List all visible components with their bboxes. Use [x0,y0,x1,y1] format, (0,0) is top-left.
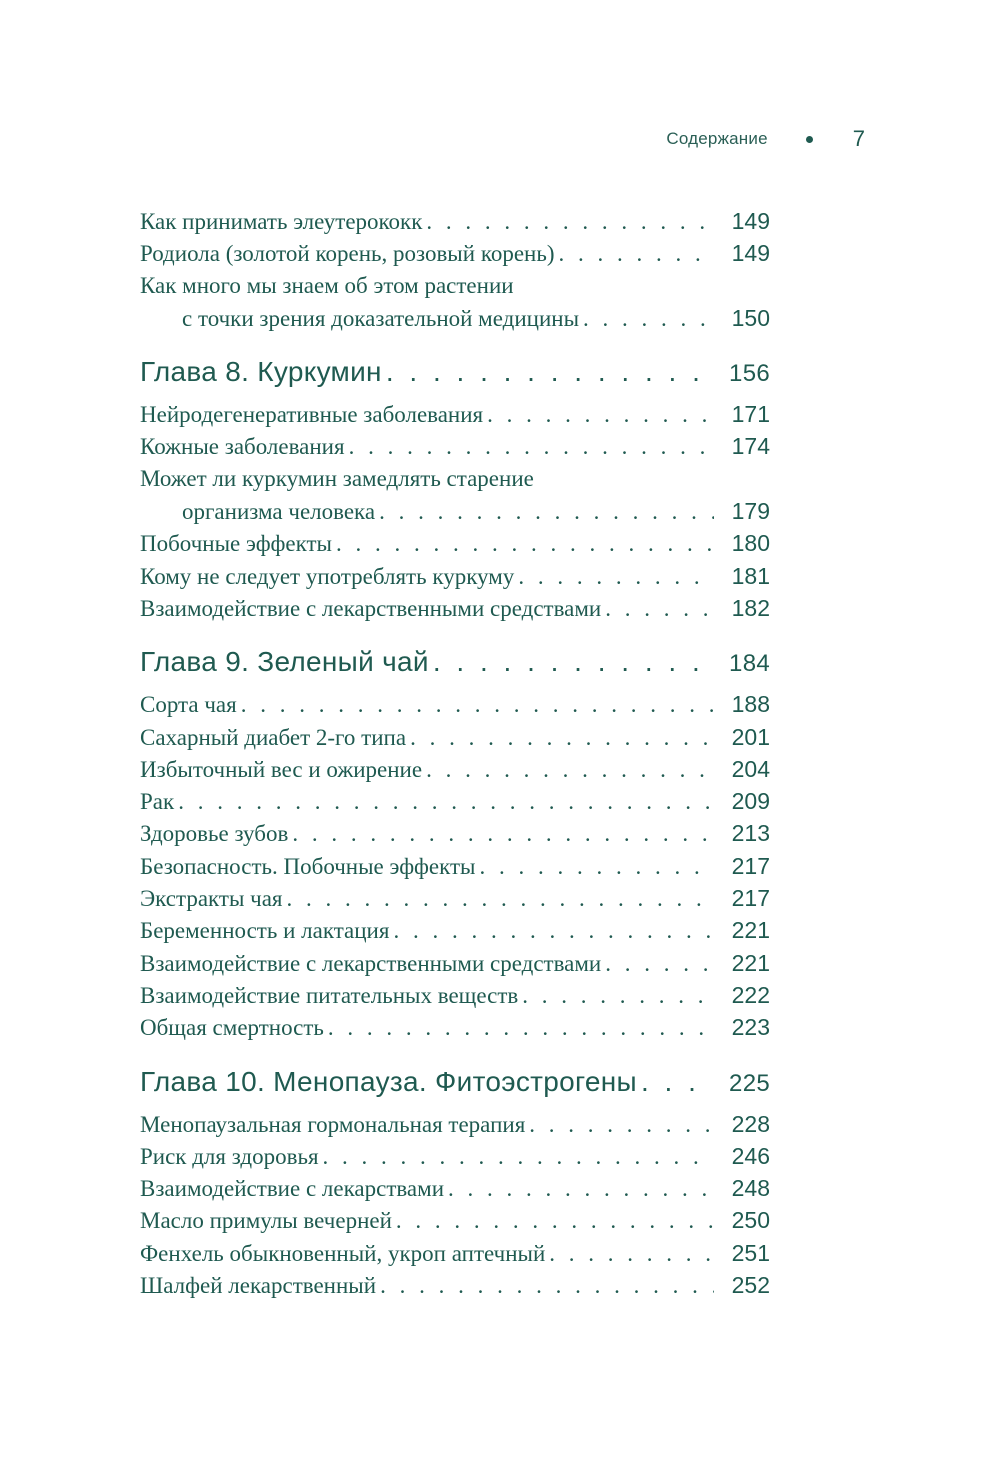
toc-entry-title: организма человека [182,499,376,525]
chapter-title: Глава 8. Куркумин [140,356,382,388]
toc-entry-page: 217 [731,885,770,912]
running-header [666,126,865,152]
toc-entry[interactable] [140,237,770,269]
toc-entry-title: Беременность и лактация [140,918,390,944]
dot-leader [410,722,714,754]
toc-entry-title: Рак [140,789,175,815]
dot-leader [336,528,714,560]
toc-entry-page: 201 [731,723,770,750]
toc-entry-title: Общая смертность [140,1015,324,1041]
toc-entry-title: Взаимодействие с лекарственными средствами [140,950,602,976]
toc-entry[interactable] [140,688,770,720]
dot-leader [433,644,714,680]
toc-entry-page: 250 [731,1207,770,1234]
toc-entry[interactable] [140,1204,770,1236]
page-number: 7 [852,126,865,151]
toc-entry-title: Сорта чая [140,692,237,718]
dot-leader [559,238,715,270]
toc-entry[interactable] [140,527,770,559]
dot-leader [178,786,714,818]
toc-entry-page: 251 [731,1239,770,1266]
toc-entry-page: 221 [731,949,770,976]
toc-entry-title: Фенхель обыкновенный, укроп аптечный [140,1240,546,1266]
chapter-title: Глава 10. Менопауза. Фитоэстрогены [140,1065,637,1097]
chapter-heading[interactable] [140,1064,770,1100]
chapter-heading[interactable] [140,644,770,680]
dot-leader [379,496,714,528]
toc-entry[interactable] [140,205,770,237]
dot-leader [529,1109,714,1141]
dot-leader [292,818,714,850]
dot-leader [426,754,714,786]
toc-entry-title: Как принимать элеутерококк [140,209,423,234]
chapter-page: 225 [729,1069,770,1097]
dot-leader [448,1173,714,1205]
toc-entry[interactable] [140,850,770,882]
toc-entry-page: 217 [731,852,770,879]
toc-entry-title: Кожные заболевания [140,434,345,460]
toc-entry[interactable] [140,1140,770,1172]
dot-leader [393,915,714,947]
toc-entry[interactable] [140,753,770,785]
toc-entry-continuation[interactable] [182,495,770,527]
dot-leader [487,399,714,431]
toc-entry-page: 174 [731,433,770,460]
toc-entry[interactable] [140,914,770,946]
toc-entry-title: с точки зрения доказательной медицины [182,305,580,331]
toc-entry-page: 246 [731,1142,770,1169]
toc-entry-page: 223 [731,1014,770,1041]
dot-leader [380,1270,714,1302]
toc-entry-title: Нейродегенеративные заболевания [140,402,484,428]
toc-entry-page: 209 [731,788,770,815]
toc-entry[interactable] [140,1011,770,1043]
toc-entry-page: 221 [731,917,770,944]
dot-leader [287,883,714,915]
header-title: Содержание [666,129,768,148]
toc-entry-page: 248 [731,1175,770,1202]
toc-entry-page: 182 [731,594,770,621]
dot-leader [328,1012,714,1044]
toc-entry-title: Шалфей лекарственный [140,1273,377,1299]
toc-entry-title: Риск для здоровья [140,1143,319,1169]
toc-entry-page: 180 [731,530,770,557]
dot-leader [349,431,714,463]
dot-leader [641,1064,714,1100]
toc-entry-title: Менопаузальная гормональная терапия [140,1111,526,1137]
dot-leader [549,1238,714,1270]
dot-leader [583,303,714,335]
toc-entry-page: 188 [731,691,770,718]
toc-entry[interactable] [140,882,770,914]
toc-entry-title: Как много мы знаем об этом растении [140,272,514,298]
toc-entry-title: Масло примулы вечерней [140,1208,392,1234]
chapter-title: Глава 9. Зеленый чай [140,646,429,678]
dot-leader [396,1205,714,1237]
toc-entry[interactable] [140,785,770,817]
toc-entry-title: Экстракты чая [140,886,283,912]
toc-entry-title: Кому не следует употреблять куркуму [140,563,515,589]
chapter-page: 156 [729,360,770,388]
toc-entry-title: Взаимодействие с лекарствами [140,1176,445,1202]
toc-entry-title: Может ли куркумин замедлять старение [140,465,534,491]
table-of-contents [140,205,770,1301]
toc-entry[interactable] [140,1108,770,1140]
toc-entry-title: Безопасность. Побочные эффекты [140,853,476,879]
dot-leader [323,1141,714,1173]
toc-entry-title: Побочные эффекты [140,531,332,557]
dot-leader [386,354,714,390]
toc-entry-title: Родиола (золотой корень, розовый корень) [140,241,555,267]
toc-entry[interactable] [140,817,770,849]
toc-entry[interactable] [140,398,770,430]
toc-entry-page: 179 [731,498,770,525]
toc-entry-title: Избыточный вес и ожирение [140,756,423,782]
toc-entry-title: Сахарный диабет 2-го типа [140,724,407,750]
toc-entry-page: 150 [731,304,770,331]
toc-entry-continuation[interactable] [182,302,770,334]
toc-entry-page: 204 [731,755,770,782]
toc-entry-page: 228 [731,1110,770,1137]
toc-entry-title: Взаимодействие с лекарственными средствами [140,595,602,621]
toc-entry[interactable] [140,270,770,302]
toc-entry-page: 181 [731,562,770,589]
toc-entry-page: 149 [731,240,770,267]
toc-entry-title: Здоровье зубов [140,821,289,847]
toc-entry-page: 222 [731,981,770,1008]
dot-leader [518,561,714,593]
chapter-heading[interactable] [140,354,770,390]
dot-leader [426,206,714,238]
toc-entry[interactable] [140,430,770,462]
toc-entry[interactable] [140,721,770,753]
dot-leader [605,593,714,625]
toc-entry-page: 252 [731,1272,770,1299]
toc-entry[interactable] [140,1237,770,1269]
toc-entry-page: 171 [731,401,770,428]
toc-entry-page: 213 [731,820,770,847]
toc-entry-page: 149 [731,208,770,234]
header-bullet-icon [806,136,813,143]
chapter-page: 184 [729,650,770,678]
toc-entry[interactable] [140,1172,770,1204]
toc-entry[interactable] [140,463,770,495]
toc-entry[interactable] [140,1269,770,1301]
toc-entry[interactable] [140,979,770,1011]
dot-leader [241,689,714,721]
toc-entry[interactable] [140,947,770,979]
toc-entry[interactable] [140,560,770,592]
dot-leader [480,851,715,883]
toc-entry-title: Взаимодействие питательных веществ [140,982,519,1008]
toc-entry[interactable] [140,592,770,624]
dot-leader [522,980,714,1012]
dot-leader [605,948,714,980]
